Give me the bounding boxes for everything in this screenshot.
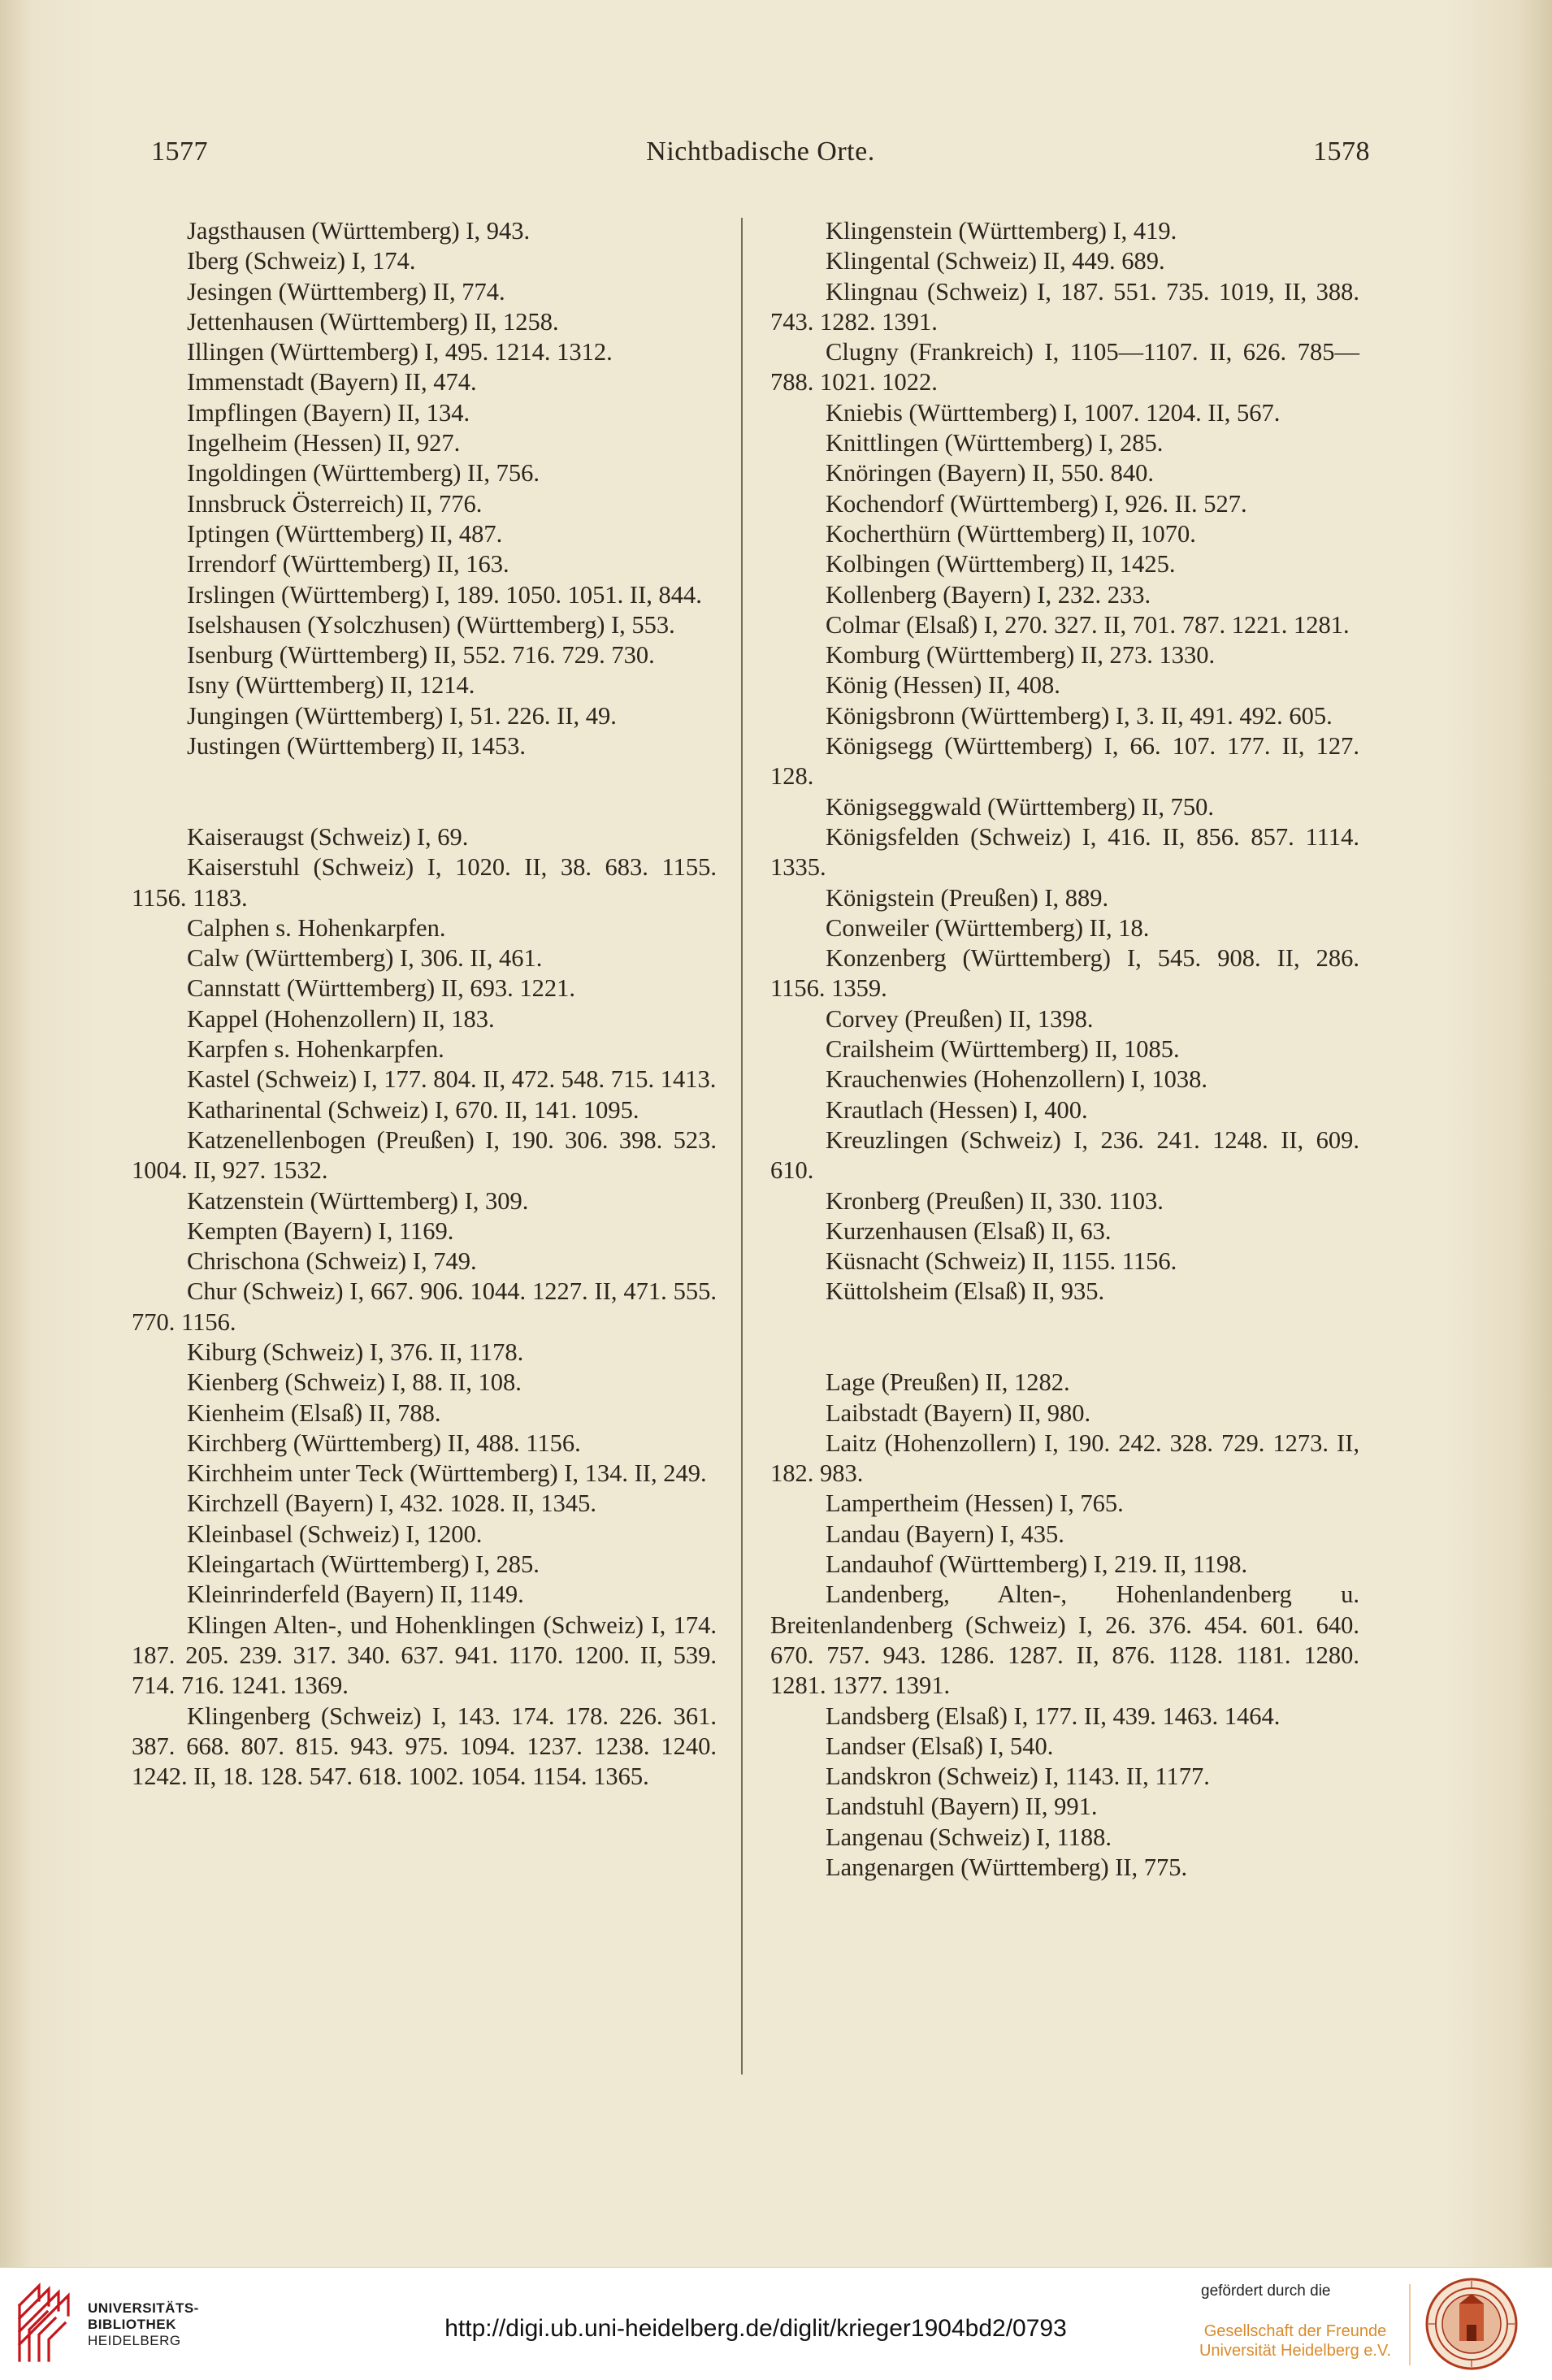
left-column (132, 216, 717, 1792)
library-name (88, 2300, 199, 2349)
index-entry: Chur (Schweiz) I, 667. 906. 1044. 1227. II, 471. 555. 770. 1156. (132, 1277, 717, 1336)
index-entry: Laitz (Hohenzollern) I, 190. 242. 328. 729. 1273. II, 182. 983. (770, 1428, 1359, 1488)
index-entry: Kaiserstuhl (Schweiz) I, 1020. II, 38. 683. 1155. 1156. 1183. (132, 853, 717, 912)
index-entry: Komburg (Württemberg) II, 273. 1330. (826, 641, 1216, 670)
index-entry: Königstein (Preußen) I, 889. (826, 883, 1109, 912)
index-entry: Kirchheim unter Teck (Württemberg) I, 134. II, 249. (187, 1459, 707, 1488)
index-entry: Kirchzell (Bayern) I, 432. 1028. II, 1345. (187, 1489, 596, 1518)
index-entry: Königsegg (Württemberg) I, 66. 107. 177. II, 127. 128. (770, 732, 1359, 791)
index-entry: Landser (Elsaß) I, 540. (826, 1732, 1054, 1760)
index-entry: Kollenberg (Bayern) I, 232. 233. (826, 580, 1151, 609)
index-entry: Kreuzlingen (Schweiz) I, 236. 241. 1248. II, 609. 610. (770, 1125, 1359, 1185)
index-entry: Karpfen s. Hohenkarpfen. (187, 1035, 444, 1064)
index-entry: Klingen Alten-, und Hohenklingen (Schweiz) I, 174. 187. 205. 239. 317. 340. 637. 941. 1170. 1200. II, 539. 714. 716. 1241. 1369. (132, 1611, 717, 1700)
index-entry: Knöringen (Bayern) II, 550. 840. (826, 459, 1155, 488)
index-entry: Kniebis (Württemberg) I, 1007. 1204. II, 567. (826, 398, 1281, 427)
index-entry: Landsberg (Elsaß) I, 177. II, 439. 1463. 1464. (826, 1702, 1281, 1730)
index-entry: Kurzenhausen (Elsaß) II, 63. (826, 1216, 1112, 1245)
index-entry: Lampertheim (Hessen) I, 765. (826, 1489, 1124, 1518)
index-entry: König (Hessen) II, 408. (826, 671, 1060, 700)
index-entry: Langenau (Schweiz) I, 1188. (826, 1823, 1112, 1851)
index-entry: Innsbruck Österreich) II, 776. (187, 489, 483, 518)
index-entry: Küttolsheim (Elsaß) II, 935. (826, 1277, 1105, 1306)
page-header (151, 137, 1370, 177)
index-entry: Immenstadt (Bayern) II, 474. (187, 368, 477, 397)
index-entry: Kempten (Bayern) I, 1169. (187, 1216, 454, 1245)
index-entry: Lage (Preußen) II, 1282. (826, 1368, 1070, 1397)
library-name-line3: HEIDELBERG (88, 2333, 181, 2348)
index-entry: Katzenellenbogen (Preußen) I, 190. 306. 398. 523. 1004. II, 927. 1532. (132, 1125, 717, 1185)
index-entry: Kirchberg (Württemberg) II, 488. 1156. (187, 1428, 581, 1457)
index-entry: Krauchenwies (Hohenzollern) I, 1038. (826, 1065, 1208, 1094)
sponsor-name (1198, 2321, 1393, 2360)
page-number-left: 1577 (151, 137, 208, 167)
right-column (770, 216, 1359, 1883)
index-entry: Kleingartach (Württemberg) I, 285. (187, 1550, 540, 1579)
index-entry: Jesingen (Württemberg) II, 774. (187, 277, 505, 306)
library-name-line1: UNIVERSITÄTS- (88, 2300, 199, 2316)
index-entry: Jettenhausen (Württemberg) II, 1258. (187, 307, 559, 336)
index-entry: Königsfelden (Schweiz) I, 416. II, 856. 857. 1114. 1335. (770, 822, 1359, 882)
index-entry: Jungingen (Württemberg) I, 51. 226. II, 49. (187, 701, 617, 730)
index-entry: Kronberg (Preußen) II, 330. 1103. (826, 1186, 1164, 1215)
index-entry: Irrendorf (Württemberg) II, 163. (187, 550, 509, 579)
index-entry: Klingenberg (Schweiz) I, 143. 174. 178. 226. 361. 387. 668. 807. 815. 943. 975. 1094. 1237. 1238. 1240. 1242. II, 18. 128. 547. 618. 1002. 1054. 1154. 1365. (132, 1702, 717, 1791)
index-entry: Calphen s. Hohenkarpfen. (187, 913, 446, 942)
index-entry: Calw (Württemberg) I, 306. II, 461. (187, 944, 543, 973)
index-entry: Isenburg (Württemberg) II, 552. 716. 729. 730. (187, 641, 655, 670)
index-entry: Klingental (Schweiz) II, 449. 689. (826, 247, 1165, 275)
index-entry: Langenargen (Württemberg) II, 775. (826, 1853, 1188, 1882)
index-entry: Iptingen (Württemberg) II, 487. (187, 519, 503, 548)
index-entry: Kocherthürn (Württemberg) II, 1070. (826, 519, 1196, 548)
index-entry: Landskron (Schweiz) I, 1143. II, 1177. (826, 1762, 1210, 1791)
index-entry: Justingen (Württemberg) II, 1453. (187, 732, 527, 761)
index-entry: Knittlingen (Württemberg) I, 285. (826, 429, 1164, 457)
university-seal-icon (1424, 2276, 1519, 2372)
index-entry: Landstuhl (Bayern) II, 991. (826, 1793, 1098, 1821)
index-entry: Kleinrinderfeld (Bayern) II, 1149. (187, 1580, 524, 1609)
index-entry: Colmar (Elsaß) I, 270. 327. II, 701. 787. 1221. 1281. (826, 610, 1350, 639)
index-entry: Illingen (Württemberg) I, 495. 1214. 1312. (187, 338, 613, 366)
sponsor-name-line2: Universität Heidelberg e.V. (1199, 2342, 1392, 2360)
index-entry: Kappel (Hohenzollern) II, 183. (187, 1004, 495, 1033)
index-entry: Landau (Bayern) I, 435. (826, 1519, 1064, 1548)
index-entry: Kiburg (Schweiz) I, 376. II, 1178. (187, 1337, 524, 1366)
index-entry: Kaiseraugst (Schweiz) I, 69. (187, 822, 469, 851)
index-entry: Iberg (Schweiz) I, 174. (187, 247, 416, 275)
index-entry: Ingelheim (Hessen) II, 927. (187, 429, 461, 457)
index-entry: Landauhof (Württemberg) I, 219. II, 1198. (826, 1550, 1248, 1579)
index-entry: Katzenstein (Württemberg) I, 309. (187, 1186, 529, 1215)
index-entry: Katharinental (Schweiz) I, 670. II, 141. 1095. (187, 1095, 639, 1124)
footer-separator (1409, 2284, 1411, 2365)
sponsor-name-line1: Gesellschaft der Freunde (1203, 2322, 1387, 2340)
column-divider (741, 218, 743, 2074)
index-entry: Konzenberg (Württemberg) I, 545. 908. II, 286. 1156. 1359. (770, 944, 1359, 1003)
index-entry: Chrischona (Schweiz) I, 749. (187, 1247, 477, 1276)
index-entry: Corvey (Preußen) II, 1398. (826, 1004, 1094, 1033)
index-entry: Kleinbasel (Schweiz) I, 1200. (187, 1519, 483, 1548)
page-number-right: 1578 (1313, 137, 1370, 167)
index-entry: Cannstatt (Württemberg) II, 693. 1221. (187, 974, 576, 1003)
index-entry: Kienheim (Elsaß) II, 788. (187, 1398, 441, 1427)
sponsor-lead-text: gefördert durch die (1201, 2282, 1331, 2300)
index-entry: Küsnacht (Schweiz) II, 1155. 1156. (826, 1247, 1177, 1276)
index-entry: Königsbronn (Württemberg) I, 3. II, 491. 492. 605. (826, 701, 1333, 730)
index-entry: Krautlach (Hessen) I, 400. (826, 1095, 1088, 1124)
index-entry: Crailsheim (Württemberg) II, 1085. (826, 1035, 1180, 1064)
index-entry: Iselshausen (Ysolczhusen) (Württemberg) I, 553. (187, 610, 675, 639)
index-entry: Kochendorf (Württemberg) I, 926. II. 527. (826, 489, 1247, 518)
index-entry: Isny (Württemberg) II, 1214. (187, 671, 475, 700)
library-name-line2: BIBLIOTHEK (88, 2317, 176, 2332)
index-entry: Kienberg (Schweiz) I, 88. II, 108. (187, 1368, 522, 1397)
digitization-footer (0, 2267, 1552, 2380)
section-gap (770, 1307, 1359, 1368)
library-logo-icon (15, 2281, 85, 2365)
index-entry: Laibstadt (Bayern) II, 980. (826, 1398, 1091, 1427)
index-entry: Ingoldingen (Württemberg) II, 756. (187, 459, 540, 488)
index-entry: Clugny (Frankreich) I, 1105—1107. II, 626. 785—788. 1021. 1022. (770, 338, 1359, 397)
index-entry: Kolbingen (Württemberg) II, 1425. (826, 550, 1176, 579)
index-entry: Klingnau (Schweiz) I, 187. 551. 735. 1019, II, 388. 743. 1282. 1391. (770, 277, 1359, 336)
index-entry: Impflingen (Bayern) II, 134. (187, 398, 470, 427)
index-entry: Kastel (Schweiz) I, 177. 804. II, 472. 548. 715. 1413. (187, 1065, 717, 1094)
index-entry: Königseggwald (Württemberg) II, 750. (826, 792, 1214, 821)
permalink-url[interactable]: http://digi.ub.uni-heidelberg.de/diglit/krieger1904bd2/0793 (444, 2315, 1067, 2342)
index-entry: Jagsthausen (Württemberg) I, 943. (187, 217, 531, 245)
index-entry: Klingenstein (Württemberg) I, 419. (826, 217, 1177, 245)
section-gap (132, 761, 717, 822)
index-entry: Conweiler (Württemberg) II, 18. (826, 913, 1150, 942)
running-title: Nichtbadische Orte. (646, 137, 875, 167)
index-entry: Irslingen (Württemberg) I, 189. 1050. 1051. II, 844. (187, 580, 702, 609)
index-entry: Landenberg, Alten-, Hohenlandenberg u. Breitenlandenberg (Schweiz) I, 26. 376. 454. 601. 640. 670. 757. 943. 1286. 1287. II, 876. 1128. 1181. 1280. 1281. 1377. 1391. (770, 1580, 1359, 1700)
